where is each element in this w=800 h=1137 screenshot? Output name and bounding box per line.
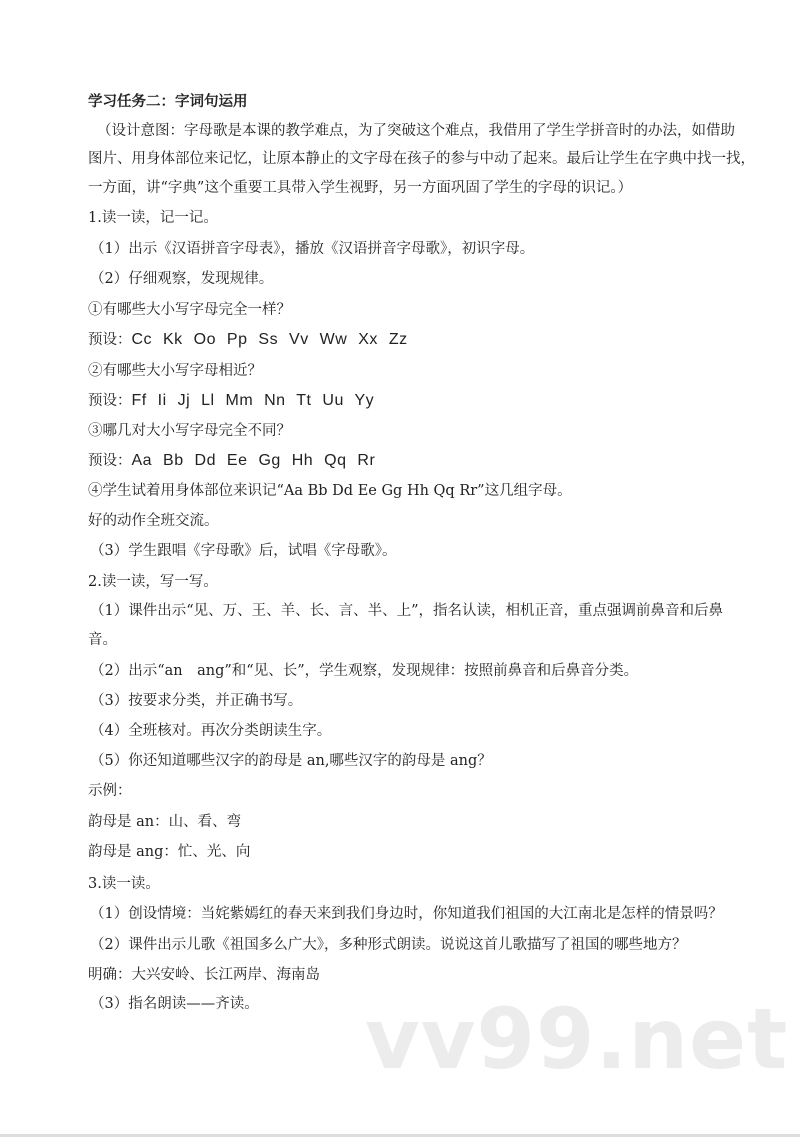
paragraph-line: 示例： [88,783,132,799]
letters-similar: Ff Ii Jj Ll Mm Nn Tt Uu Yy [131,392,375,409]
paragraph-line: 韵母是 an：山、看、弯 [88,814,242,830]
paragraph-line: 一方面，讲“字典”这个重要工具带入学生视野，另一方面巩固了学生的字母的识记。） [88,180,633,196]
paragraph-line: （3）指名朗读——齐读。 [90,996,259,1012]
preset-label: 预设： [88,393,132,409]
watermark: vv99.net [365,990,789,1088]
preset-line [88,451,375,471]
preset-label: 预设： [88,332,132,348]
paragraph-line: （设计意图：字母歌是本课的教学难点，为了突破这个难点，我借用了学生学拼音时的办法，如借助 [97,123,735,139]
paragraph-line: （3）按要求分类，并正确书写。 [90,693,303,709]
question-line: ②有哪些大小写字母相近？ [88,363,262,379]
step-heading: 3.读一读。 [88,876,160,892]
paragraph-line: （1）创设情境：当姹紫嫣红的春天来到我们身边时，你知道我们祖国的大江南北是怎样的情景吗？ [90,906,723,922]
preset-label: 预设： [88,453,132,469]
question-line: ①有哪些大小写字母完全一样？ [88,302,291,318]
letters-same: Cc Kk Oo Pp Ss Vv Ww Xx Zz [131,331,408,348]
paragraph-line: （2）课件出示儿歌《祖国多么广大》，多种形式朗读。说说这首儿歌描写了祖国的哪些地方？ [90,937,687,953]
letters-different: Aa Bb Dd Ee Gg Hh Qq Rr [131,452,376,469]
paragraph-line: 音。 [88,632,117,648]
preset-line [88,330,408,350]
paragraph-line: （1）出示《汉语拼音字母表》，播放《汉语拼音字母歌》，初识字母。 [90,241,535,257]
paragraph-line: 好的动作全班交流。 [88,513,219,529]
paragraph-line: （3）学生跟唱《字母歌》后，试唱《字母歌》。 [90,543,397,559]
paragraph-line: （2）出示“an ang”和“见、长”，学生观察，发现规律：按照前鼻音和后鼻音分类。 [90,663,639,679]
step-heading: 1.读一读，记一记。 [88,210,218,226]
question-line: ③哪几对大小写字母完全不同？ [88,423,291,439]
preset-line [88,391,374,411]
paragraph-line: （2）仔细观察，发现规律。 [90,271,274,287]
paragraph-line: 韵母是 ang：忙、光、向 [88,844,251,860]
paragraph-line: 图片、用身体部位来记忆，让原本静止的文字母在孩子的参与中动了起来。最后让学生在字典中找一找， [88,151,755,167]
paragraph-line: ④学生试着用身体部位来识记“Aa Bb Dd Ee Gg Hh Qq Rr”这几组字母。 [88,483,572,499]
section-heading: 学习任务二：字词句运用 [88,94,248,110]
paragraph-line: （5）你还知道哪些汉字的韵母是 an,哪些汉字的韵母是 ang？ [90,753,492,769]
paragraph-line: 明确：大兴安岭、长江两岸、海南岛 [88,967,320,983]
step-heading: 2.读一读，写一写。 [88,574,218,590]
paragraph-line: （4）全班核对。再次分类朗读生字。 [90,723,332,739]
paragraph-line: （1）课件出示“见、万、王、羊、长、言、半、上”，指名认读，相机正音，重点强调前鼻音和后鼻 [90,603,724,619]
